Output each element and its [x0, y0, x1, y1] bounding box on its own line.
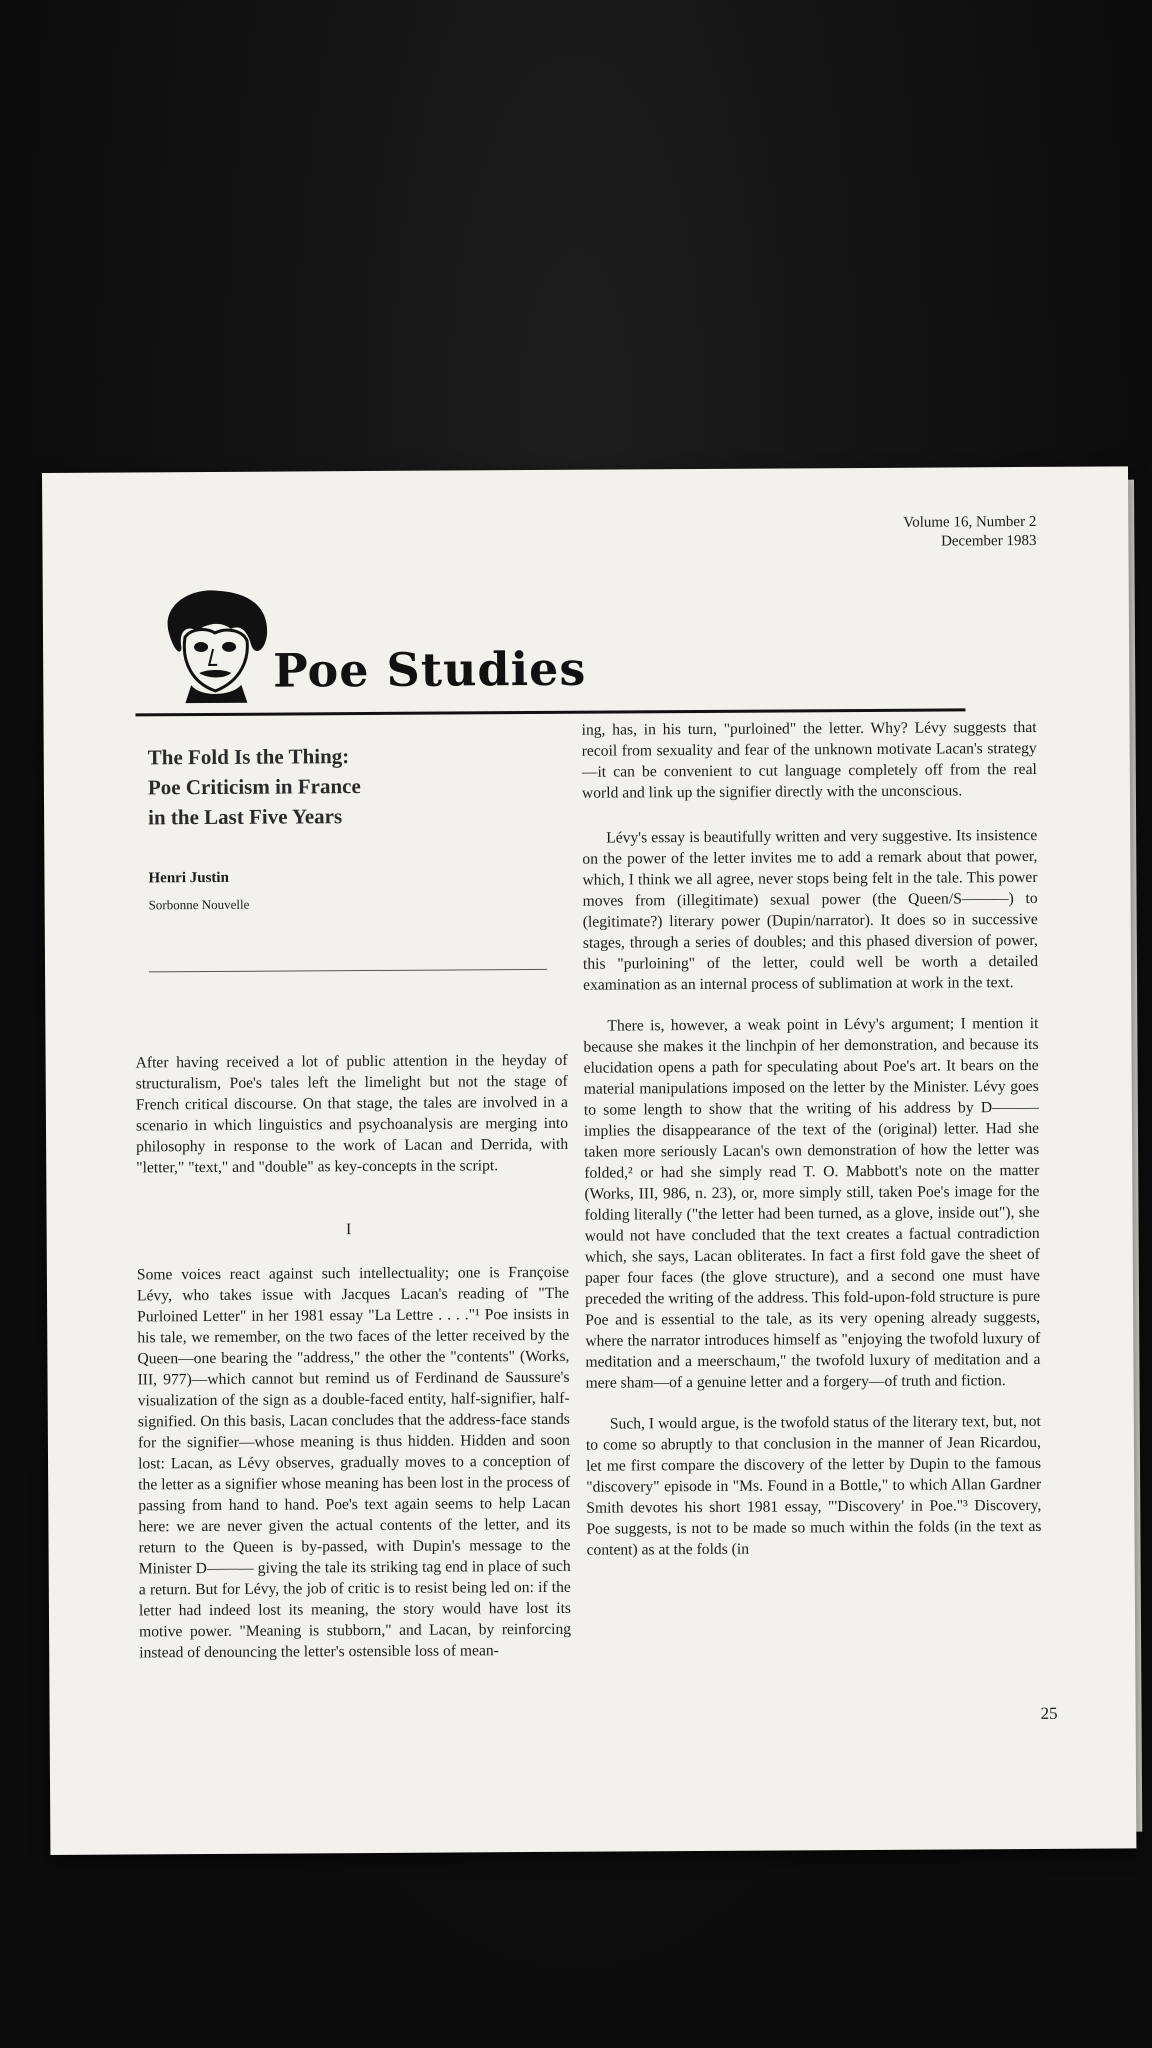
title-line: in the Last Five Years [148, 804, 343, 830]
right-column [582, 717, 1042, 1581]
title-line: Poe Criticism in France [147, 774, 361, 800]
body-paragraph: Some voices react against such intellectuality; one is Françoise Lévy, who takes issue with Jacques Lacan's reading of "The Purloined Letter" in her 1981 essay "La Lettre . . . ."¹ Poe insists in his tale, we remember, on the two faces of the letter received by the Queen—one bearing the "address," the other the "contents" (Works, III, 977)—which cannot but remind us of Ferdinand de Saussure's visualization of the sign as a double-faced entity, half-signifier, half-signified. On this basis, Lacan concludes that the address-face stands for the signifier—whose meaning is thus hidden. Hidden and soon lost: Lacan, as Lévy observes, gradually moves to a conception of the letter as a signifier whose meaning has been lost in the process of passing from hand to hand. Poe's text again seems to help Lacan here: we are never given the actual contents of the letter, and its return to the Queen is by-passed, with Dupin's message to the Minister D——— giving the tale its striking tag end in place of such a return. But for Lévy, the job of critic is to resist being led on: if the letter had indeed lost its meaning, the story would have lost its motive power. "Meaning is stubborn," and Lacan, by reinforcing instead of denouncing the letter's ostensible loss of mean- [136, 1263, 572, 1662]
author-name: Henri Justin [148, 869, 229, 887]
volume-number: Volume 16, Number 2 [903, 513, 1037, 531]
body-paragraph: Such, I would argue, is the twofold status of the literary text, but, not to come so abruptly to that conclusion in the manner of Jean Ricardou, let me first compare the discovery of the letter by Dupin to the famous "discovery" episode in "Ms. Found in a Bottle," to which Allan Gardner Smith devotes his short 1981 essay, "'Discovery' in Poe."³ Discovery, Poe suggests, is not to be made so much within the folds (in the text as content) as at the folds (in [585, 1412, 1042, 1559]
left-column [126, 740, 572, 1664]
poe-portrait-logo [151, 585, 282, 706]
body-paragraph: ing, has, in his turn, "purloined" the letter. Why? Lévy suggests that recoil from sexuality and fear of the unknown motivate Lacan's strategy—it can be convenient to cut language completely off from the real world and link up the signifier directly with the unconscious. [581, 718, 1037, 802]
intro-paragraph: After having received a lot of public attention in the heyday of structuralism, Poe's tales left the limelight but not the stage of French critical discourse. On that stage, the tales are involved in a scenario in which linguistics and psychoanalysis are merging into philosophy in response to the work of Lacan and Derrida, with "letter," "text," and "double" as key-concepts in the script. [135, 1051, 569, 1177]
page-number: 25 [1040, 1703, 1058, 1723]
journal-masthead: Poe Studies [273, 641, 587, 698]
title-line: The Fold Is the Thing: [147, 744, 350, 770]
volume-info [903, 513, 1036, 552]
body-paragraph: Lévy's essay is beautifully written and very suggestive. Its insistence on the power of the letter invites me to add a remark about that power, which, I think we all agree, never stops being felt in the tale. This power moves from (illegitimate) sexual power (the Queen/S———) to (legitimate?) literary power (Dupin/narrator). It does so in successive stages, through a series of doubles; and this phased diversion of power, this "purloining" of the letter, could well be worth a detailed examination as an internal process of sublimation at work in the text. [582, 826, 1039, 994]
issue-date: December 1983 [940, 532, 1037, 550]
article-title [126, 740, 567, 833]
masthead-rule [135, 708, 965, 716]
body-paragraph: There is, however, a weak point in Lévy's argument; I mention it because she makes it the linchpin of her demonstration, and because its elucidation opens a path for speculating about Poe's art. It bears on the material manipulations imposed on the letter by the Minister. Lévy goes to some length to show that the writing of his address by D——— implies the disappearance of the text of the (original) letter. Had she taken more seriously Lacan's own demonstration of how the letter was folded,² or had she simply read T. O. Mabbott's note on the matter (Works, III, 986, n. 23), or, more simply still, taken Poe's image for the folding literally ("the letter had been turned, as a glove, inside out"), she would not have concluded that the text creates a factual contradiction which, she says, Lacan obliterates. In fact a first fold gave the sheet of paper four faces (the glove structure), and a second one must have preceded the writing of the address. This fold-upon-fold structure is pure Poe and is essential to the tale, as its very opening already suggests, where the narrator introduces himself as "enjoying the twofold luxury of meditation and a meerschaum," the twofold luxury of meditation and a mere sham—of a genuine letter and a forgery—of truth and fiction. [583, 1014, 1041, 1392]
journal-page [42, 466, 1136, 1855]
title-divider [149, 969, 547, 972]
section-number: I [345, 1221, 352, 1239]
author-affiliation: Sorbonne Nouvelle [148, 896, 250, 913]
